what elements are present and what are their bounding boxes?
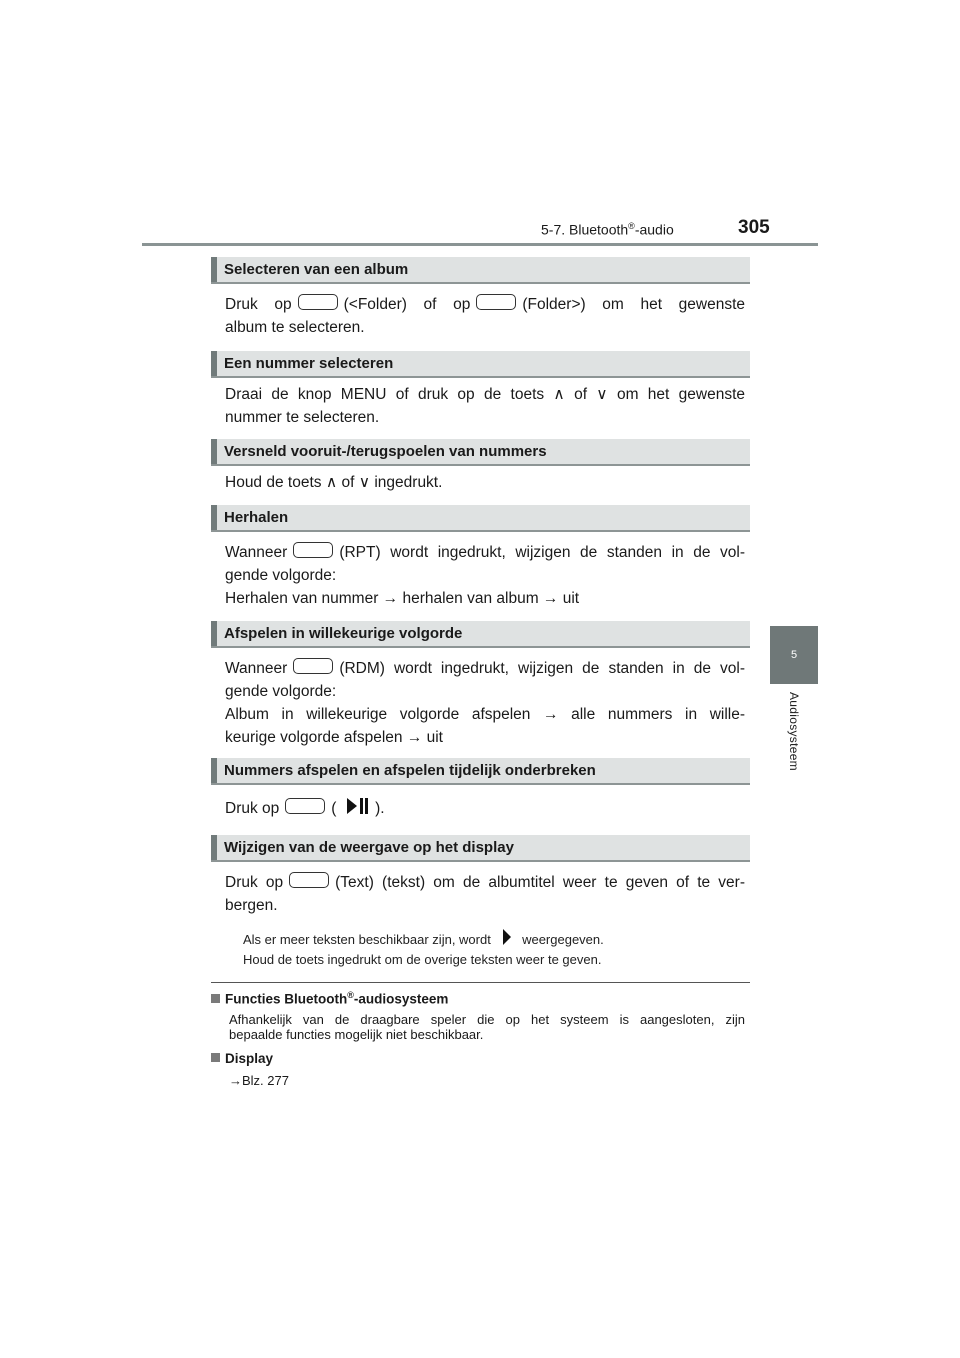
footnote-title-display: Display	[211, 1051, 273, 1066]
page-number: 305	[738, 217, 770, 238]
section-title-random: Afspelen in willekeurige volgorde	[211, 621, 750, 648]
chapter-label: Audiosysteem	[787, 692, 801, 771]
section-title-display-change: Wijzigen van de weergave op het display	[211, 835, 750, 862]
section-text-fast-forward: Houd de toets ∧ of ∨ ingedrukt.	[225, 474, 443, 491]
square-bullet-icon	[211, 1053, 220, 1062]
footnote-text-bluetooth-functions: Afhankelijk van de draagbare speler die op het systeem is aangesloten, zijn bepaalde functies mogelijk niet beschikbaar.	[229, 1012, 745, 1042]
footnote-title-bluetooth-functions: Functies Bluetooth®-audiosysteem	[211, 990, 448, 1007]
section-title-select-album: Selecteren van een album	[211, 257, 750, 284]
play-pause-button-icon	[285, 798, 325, 814]
section-title-select-track: Een nummer selecteren	[211, 351, 750, 378]
section-text-play-pause: Druk op ( ).	[225, 797, 745, 820]
section-title-repeat: Herhalen	[211, 505, 750, 532]
section-text-random: Wanneer (RDM) wordt ingedrukt, wijzigen de standen in de vol- gende volgorde: Album in willekeurige volgorde afspelen → alle nummers in wille- keurige volgorde afspelen → uit	[225, 660, 745, 746]
folder-up-button-icon	[476, 294, 516, 310]
folder-down-button-icon	[298, 294, 338, 310]
section-title-play-pause: Nummers afspelen en afspelen tijdelijk onderbreken	[211, 758, 750, 785]
square-bullet-icon	[211, 994, 220, 1003]
section-text-select-album: Druk op (<Folder) of op (Folder>) om het gewenste album te selecteren.	[225, 296, 745, 336]
footnote-link-display[interactable]: →Blz. 277	[229, 1073, 289, 1088]
rpt-button-icon	[293, 542, 333, 558]
play-pause-icon	[341, 797, 371, 815]
section-text-display-change: Druk op (Text) (tekst) om de albumtitel weer te geven of te ver- bergen.	[225, 874, 746, 914]
rdm-button-icon	[293, 658, 333, 674]
chapter-tab: 5	[770, 626, 818, 684]
section-text-repeat: Wanneer (RPT) wordt ingedrukt, wijzigen de standen in de vol- gende volgorde: Herhalen van nummer → herhalen van album → uit	[225, 544, 745, 607]
footnote-divider	[211, 982, 750, 983]
section-text-select-track: Draai de knop MENU of druk op de toets ∧ of ∨ om het gewenste nummer te selecteren.	[225, 386, 745, 426]
header-divider	[142, 243, 818, 246]
note-hold-button: Houd de toets ingedrukt om de overige teksten weer te geven.	[243, 952, 602, 967]
section-header: 5-7. Bluetooth®-audio	[541, 221, 674, 238]
section-title-fast-forward: Versneld vooruit-/terugspoelen van nummers	[211, 439, 750, 466]
text-button-icon	[289, 872, 329, 888]
chevron-right-icon	[494, 927, 518, 947]
note-more-texts: Als er meer teksten beschikbaar zijn, wordt weergegeven.	[243, 927, 604, 947]
